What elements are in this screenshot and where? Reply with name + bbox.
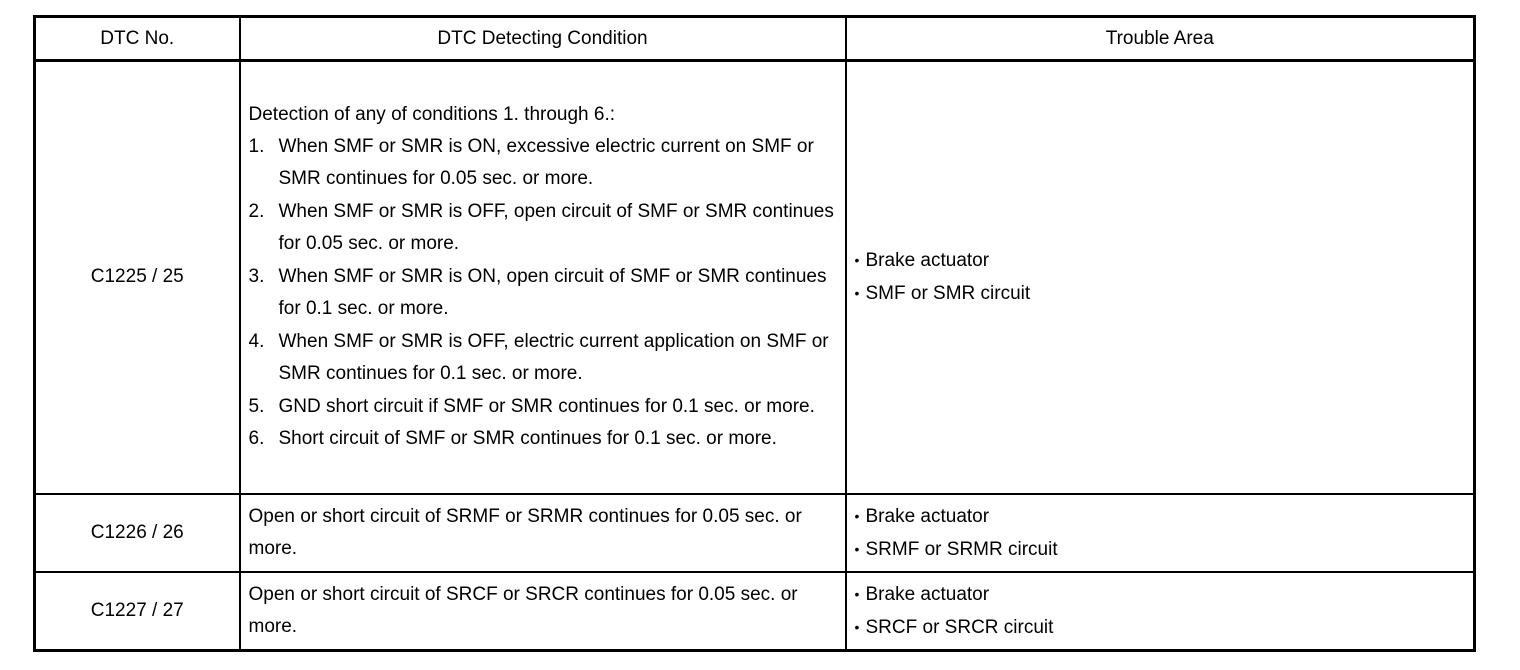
condition-item (249, 391, 839, 424)
table-row (35, 494, 1475, 572)
trouble-area-item (855, 277, 1468, 310)
trouble-area-text: SRCF or SRCR circuit (865, 616, 1054, 638)
trouble-area (846, 61, 1475, 494)
detecting-condition (240, 61, 846, 494)
trouble-area-item (855, 244, 1468, 277)
trouble-area-text: Brake actuator (865, 583, 990, 605)
trouble-area-item (855, 533, 1468, 566)
bullet-icon: • (854, 252, 860, 269)
condition-text: When SMF or SMR is OFF, electric current application on SMF or SMR continues for 0.1 sec. or more. (278, 330, 829, 385)
header-dtc-no: DTC No. (35, 17, 240, 61)
trouble-area-item (855, 500, 1468, 533)
trouble-area-text: SMF or SMR circuit (865, 283, 1031, 305)
condition-item (249, 131, 839, 196)
condition-item (249, 196, 839, 261)
condition-text: When SMF or SMR is OFF, open circuit of SMF or SMR continues for 0.05 sec. or more. (278, 200, 834, 255)
condition-text: GND short circuit if SMF or SMR continues for 0.1 sec. or more. (278, 395, 815, 417)
trouble-area-list (855, 244, 1468, 310)
trouble-area (846, 494, 1475, 572)
detecting-condition (240, 494, 846, 572)
trouble-area-list (855, 500, 1468, 566)
header-row (35, 17, 1475, 61)
condition-number: 4. (248, 330, 265, 352)
trouble-area-text: SRMF or SRMR circuit (865, 538, 1058, 560)
bullet-icon: • (854, 618, 860, 635)
dtc-code: C1225 / 25 (35, 61, 240, 494)
dtc-code: C1227 / 27 (35, 572, 240, 651)
condition-number: 5. (248, 395, 265, 417)
detecting-condition (240, 572, 846, 651)
condition-item (249, 261, 839, 326)
trouble-area (846, 572, 1475, 651)
condition-item (249, 423, 839, 456)
condition-text: Short circuit of SMF or SMR continues for 0.1 sec. or more. (278, 428, 777, 450)
bullet-icon: • (854, 585, 860, 602)
trouble-area-text: Brake actuator (865, 250, 990, 272)
condition-text: Open or short circuit of SRMF or SRMR continues for 0.05 sec. or more. (248, 505, 802, 559)
trouble-area-item (855, 578, 1468, 611)
condition-text: When SMF or SMR is ON, open circuit of SMF or SMR continues for 0.1 sec. or more. (278, 265, 827, 320)
condition-text: When SMF or SMR is ON, excessive electric current on SMF or SMR continues for 0.05 sec. or more. (278, 135, 814, 190)
dtc-table (33, 15, 1476, 652)
header-detecting-condition: DTC Detecting Condition (240, 17, 846, 61)
trouble-area-item (855, 611, 1468, 644)
bullet-icon: • (854, 285, 860, 302)
table-row (35, 572, 1475, 651)
condition-item (249, 326, 839, 391)
condition-number: 3. (248, 265, 265, 287)
condition-number: 6. (248, 428, 265, 450)
bullet-icon: • (854, 507, 860, 524)
trouble-area-list (855, 578, 1468, 644)
condition-number: 2. (248, 200, 265, 222)
table-row (35, 61, 1475, 494)
bullet-icon: • (854, 540, 860, 557)
condition-intro: Detection of any of conditions 1. through 6.: (248, 103, 616, 125)
condition-text: Open or short circuit of SRCF or SRCR continues for 0.05 sec. or more. (248, 583, 798, 637)
header-trouble-area: Trouble Area (846, 17, 1475, 61)
condition-number: 1. (248, 135, 265, 157)
trouble-area-text: Brake actuator (865, 505, 990, 527)
dtc-code: C1226 / 26 (35, 494, 240, 572)
condition-list (249, 131, 839, 456)
